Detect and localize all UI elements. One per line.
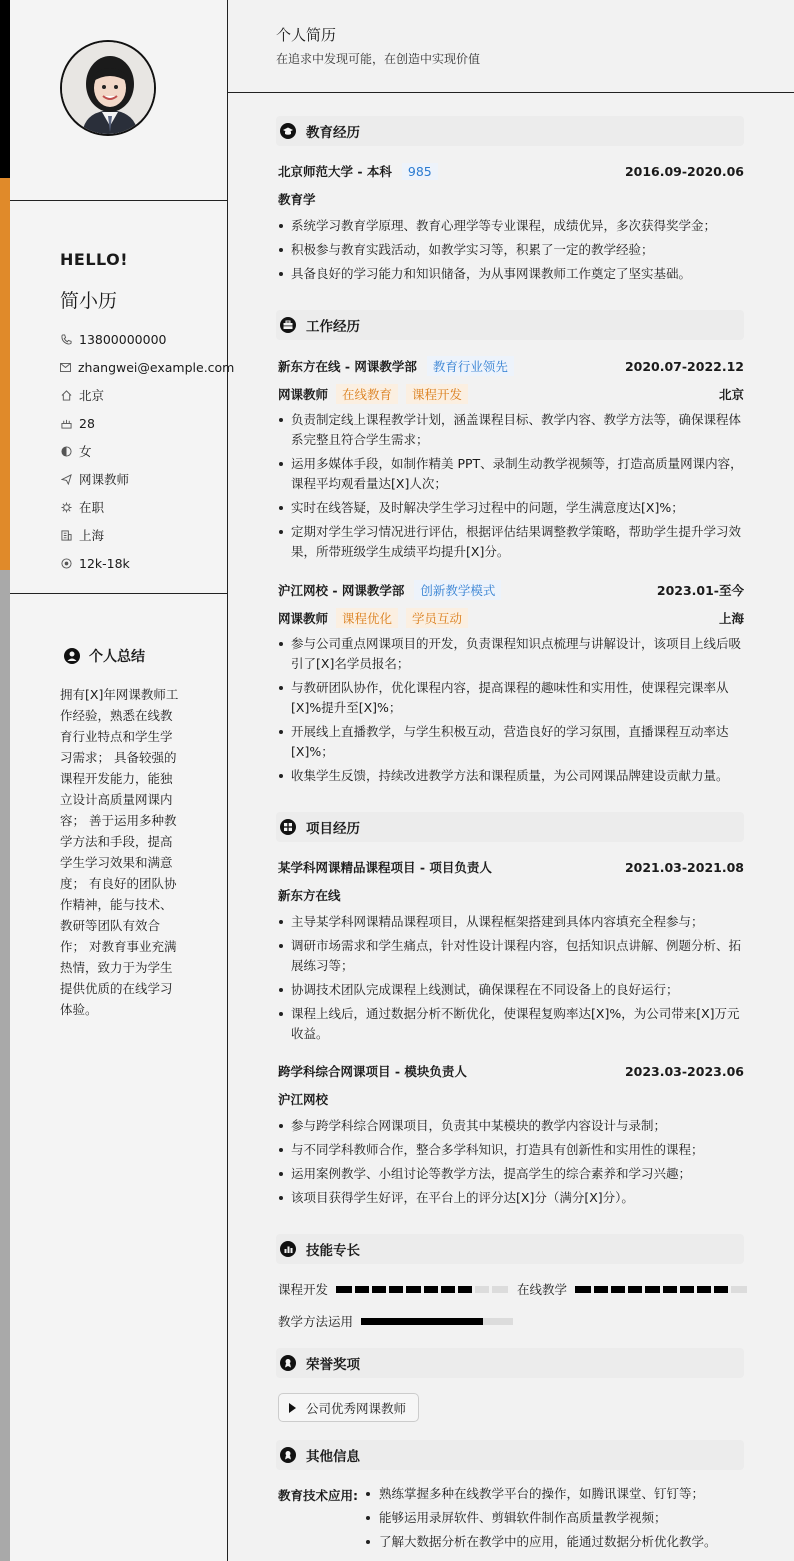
accent-stripe	[0, 0, 10, 1561]
skill-name: 课程开发	[278, 1282, 329, 1297]
job-tag: 在线教育	[336, 384, 398, 404]
chart-icon	[280, 1241, 296, 1257]
skill-bar-separator	[386, 1286, 389, 1293]
list-item: 运用多媒体手段，如制作精美 PPT、录制生动教学视频等，打造高质量网课内容，课程平均观看量达[X]人次；	[278, 454, 744, 494]
target-city-item: 上海	[60, 521, 228, 549]
skill-bar-separator	[421, 1286, 424, 1293]
project-org-row	[278, 1090, 744, 1108]
job-bullets	[278, 634, 744, 790]
list-item: 开展线上直播教学，与学生积极互动，营造良好的学习氛围，直播课程互动率达[X]%；	[278, 722, 744, 762]
building-icon	[60, 529, 72, 541]
award-item-button[interactable]: 公司优秀网课教师	[278, 1393, 419, 1422]
skill-name: 教学方法运用	[278, 1314, 354, 1329]
skill-bar-separator	[625, 1286, 628, 1293]
education-bullets	[278, 216, 744, 288]
skill-level-bar	[575, 1286, 747, 1293]
skills-section-header: 技能专长	[276, 1234, 744, 1264]
status-item: 在职	[60, 493, 228, 521]
list-item: 该项目获得学生好评，在平台上的评分达[X]分（满分[X]分）。	[278, 1188, 744, 1208]
list-item: 实时在线答疑，及时解决学生学习过程中的问题，学生满意度达[X]%；	[278, 498, 744, 518]
project-header-row	[278, 858, 744, 876]
list-item: 定期对学生学习情况进行评估，根据评估结果调整教学策略，帮助学生提升学习效果，所带班级学生成绩平均提升[X]分。	[278, 522, 744, 562]
sidebar	[10, 0, 235, 1561]
skill-level-bar	[336, 1286, 508, 1293]
skill-level-fill	[575, 1286, 730, 1293]
greeting: HELLO!	[60, 250, 129, 269]
job-bullets	[278, 410, 744, 566]
major: 教育学	[278, 192, 316, 207]
project-name: 跨学科综合网课项目 - 模块负责人	[278, 1064, 467, 1079]
skill-item	[278, 1280, 508, 1298]
skill-bar-separator	[711, 1286, 714, 1293]
briefcase-icon	[280, 317, 296, 333]
gender-icon	[60, 445, 72, 457]
job-role: 网课教师	[278, 387, 329, 402]
projects-section-header: 项目经历	[276, 812, 744, 842]
list-item: 能够运用录屏软件、剪辑软件制作高质量教学视频；	[362, 1508, 752, 1528]
skill-bar-separator	[472, 1286, 475, 1293]
status-icon	[60, 501, 72, 513]
job-header-row	[278, 580, 744, 600]
award-icon	[280, 1355, 296, 1371]
graduation-cap-icon	[280, 123, 296, 139]
list-item: 收集学生反馈，持续改进教学方法和课程质量，为公司网课品牌建设贡献力量。	[278, 766, 744, 786]
list-item: 具备良好的学习能力和知识储备，为从事网课教师工作奠定了坚实基础。	[278, 264, 744, 284]
page-subtitle: 在追求中发现可能，在创造中实现价值	[276, 52, 481, 66]
company-name: 新东方在线 - 网课教学部	[278, 359, 417, 374]
other-label: 教育技术应用:	[278, 1488, 358, 1503]
age-icon	[60, 417, 72, 429]
company-tag: 教育行业领先	[427, 356, 514, 376]
list-item: 与不同学科教师合作，整合多学科知识，打造具有创新性和实用性的课程；	[278, 1140, 744, 1160]
send-icon	[60, 473, 72, 485]
skill-bar-separator	[438, 1286, 441, 1293]
skill-bar-separator	[677, 1286, 680, 1293]
page-title: 个人简历	[276, 26, 337, 44]
candidate-name: 简小历	[60, 290, 118, 312]
list-item: 参与跨学科综合网课项目，负责其中某模块的教学内容设计与录制；	[278, 1116, 744, 1136]
major-row	[278, 190, 744, 208]
main-content	[228, 0, 794, 1561]
salary-icon	[60, 557, 72, 569]
list-item: 协调技术团队完成课程上线测试，确保课程在不同设备上的良好运行；	[278, 980, 744, 1000]
page-header	[228, 0, 794, 93]
email-item: zhangwei@example.com	[60, 353, 228, 381]
school-tag: 985	[402, 163, 438, 180]
skill-bar-separator	[489, 1286, 492, 1293]
age-item: 28	[60, 409, 228, 437]
skill-bar-separator	[455, 1286, 458, 1293]
job-city: 上海	[718, 611, 744, 626]
other-section-header: 其他信息	[276, 1440, 744, 1470]
project-org: 新东方在线	[278, 888, 341, 903]
awards-section-header: 荣誉奖项	[276, 1348, 744, 1378]
list-item: 负责制定线上课程教学计划，涵盖课程目标、教学内容、教学方法等，确保课程体系完整且符合学生需求；	[278, 410, 744, 450]
list-item: 了解大数据分析在教学中的应用，能通过数据分析优化教学。	[362, 1532, 752, 1552]
skill-bar-separator	[591, 1286, 594, 1293]
list-item: 运用案例教学、小组讨论等教学方法，提高学生的综合素养和学习兴趣；	[278, 1164, 744, 1184]
skill-bar-separator	[694, 1286, 697, 1293]
job-header-row	[278, 356, 744, 376]
skill-bar-separator	[403, 1286, 406, 1293]
gender-item: 女	[60, 437, 228, 465]
project-period: 2023.03-2023.06	[624, 1063, 744, 1079]
project-period: 2021.03-2021.08	[624, 859, 744, 875]
skill-item	[517, 1280, 747, 1298]
divider	[10, 200, 227, 201]
education-period: 2016.09-2020.06	[624, 163, 744, 179]
project-name: 某学科网课精品课程项目 - 项目负责人	[278, 860, 492, 875]
phone-icon	[60, 333, 72, 345]
summary-text: 拥有[X]年网课教师工作经验，熟悉在线教育行业特点和学生学习需求； 具备较强的课程开发能力，能独立设计高质量网课内容； 善于运用多种教学方法和手段，提高学生学习效果和满意度； 有良好的团队协作精神，能与技术、教研等团队有效合作； 对教育事业充满热情，致力于为学生提供优质的在线学习体验。	[60, 687, 179, 1017]
avatar	[60, 40, 156, 136]
project-org-row	[278, 886, 744, 904]
list-item: 与教研团队协作，优化课程内容，提高课程的趣味性和实用性，使课程完课率从[X]%提升至[X]%；	[278, 678, 744, 718]
list-item: 熟练掌握多种在线教学平台的操作，如腾讯课堂、钉钉等；	[362, 1484, 752, 1504]
skill-bar-separator	[608, 1286, 611, 1293]
project-bullets	[278, 912, 744, 1048]
job-period: 2023.01-至今	[656, 583, 744, 598]
project-bullets	[278, 1116, 744, 1212]
job-tag: 学员互动	[406, 608, 468, 628]
skill-bar-separator	[642, 1286, 645, 1293]
home-icon	[60, 389, 72, 401]
school-name: 北京师范大学 - 本科	[278, 164, 392, 179]
job-city: 北京	[718, 387, 744, 402]
phone-item: 13800000000	[60, 325, 228, 353]
other-bullets	[362, 1484, 752, 1556]
job-role-row	[278, 608, 744, 628]
project-header-row	[278, 1062, 744, 1080]
skill-bar-separator	[660, 1286, 663, 1293]
skill-name: 在线教学	[517, 1282, 568, 1297]
education-section-header: 教育经历	[276, 116, 744, 146]
list-item: 调研市场需求和学生痛点，针对性设计课程内容，包括知识点讲解、例题分析、拓展练习等；	[278, 936, 744, 976]
info-icon	[280, 1447, 296, 1463]
grid-icon	[280, 819, 296, 835]
play-icon	[289, 1403, 296, 1413]
skill-bar-separator	[352, 1286, 355, 1293]
job-role: 网课教师	[278, 611, 329, 626]
job-role-row	[278, 384, 744, 404]
education-row	[278, 162, 744, 180]
salary-item: 12k-18k	[60, 549, 228, 577]
divider	[10, 593, 227, 594]
list-item: 系统学习教育学原理、教育心理学等专业课程，成绩优异，多次获得奖学金；	[278, 216, 744, 236]
work-section-header: 工作经历	[276, 310, 744, 340]
project-org: 沪江网校	[278, 1092, 329, 1107]
skill-bar-separator	[728, 1286, 731, 1293]
skill-item	[278, 1312, 513, 1330]
skill-bar-separator	[369, 1286, 372, 1293]
list-item: 积极参与教育实践活动，如教学实习等，积累了一定的教学经验；	[278, 240, 744, 260]
list-item: 课程上线后，通过数据分析不断优化，使课程复购率达[X]%，为公司带来[X]万元收益。	[278, 1004, 744, 1044]
job-tag: 课程开发	[406, 384, 468, 404]
skill-level-bar	[361, 1318, 513, 1325]
position-item: 网课教师	[60, 465, 228, 493]
contact-list	[60, 325, 235, 577]
job-period: 2020.07-2022.12	[624, 358, 744, 374]
list-item: 参与公司重点网课项目的开发，负责课程知识点梳理与讲解设计，该项目上线后吸引了[X]名学员报名；	[278, 634, 744, 674]
user-icon	[64, 648, 80, 664]
skill-level-fill	[361, 1318, 483, 1325]
city-item: 北京	[60, 381, 228, 409]
list-item: 主导某学科网课精品课程项目，从课程框架搭建到具体内容填充全程参与；	[278, 912, 744, 932]
company-name: 沪江网校 - 网课教学部	[278, 583, 405, 598]
company-tag: 创新教学模式	[414, 580, 501, 600]
mail-icon	[60, 361, 71, 373]
job-tag: 课程优化	[336, 608, 398, 628]
summary-heading: 个人总结	[64, 646, 145, 666]
